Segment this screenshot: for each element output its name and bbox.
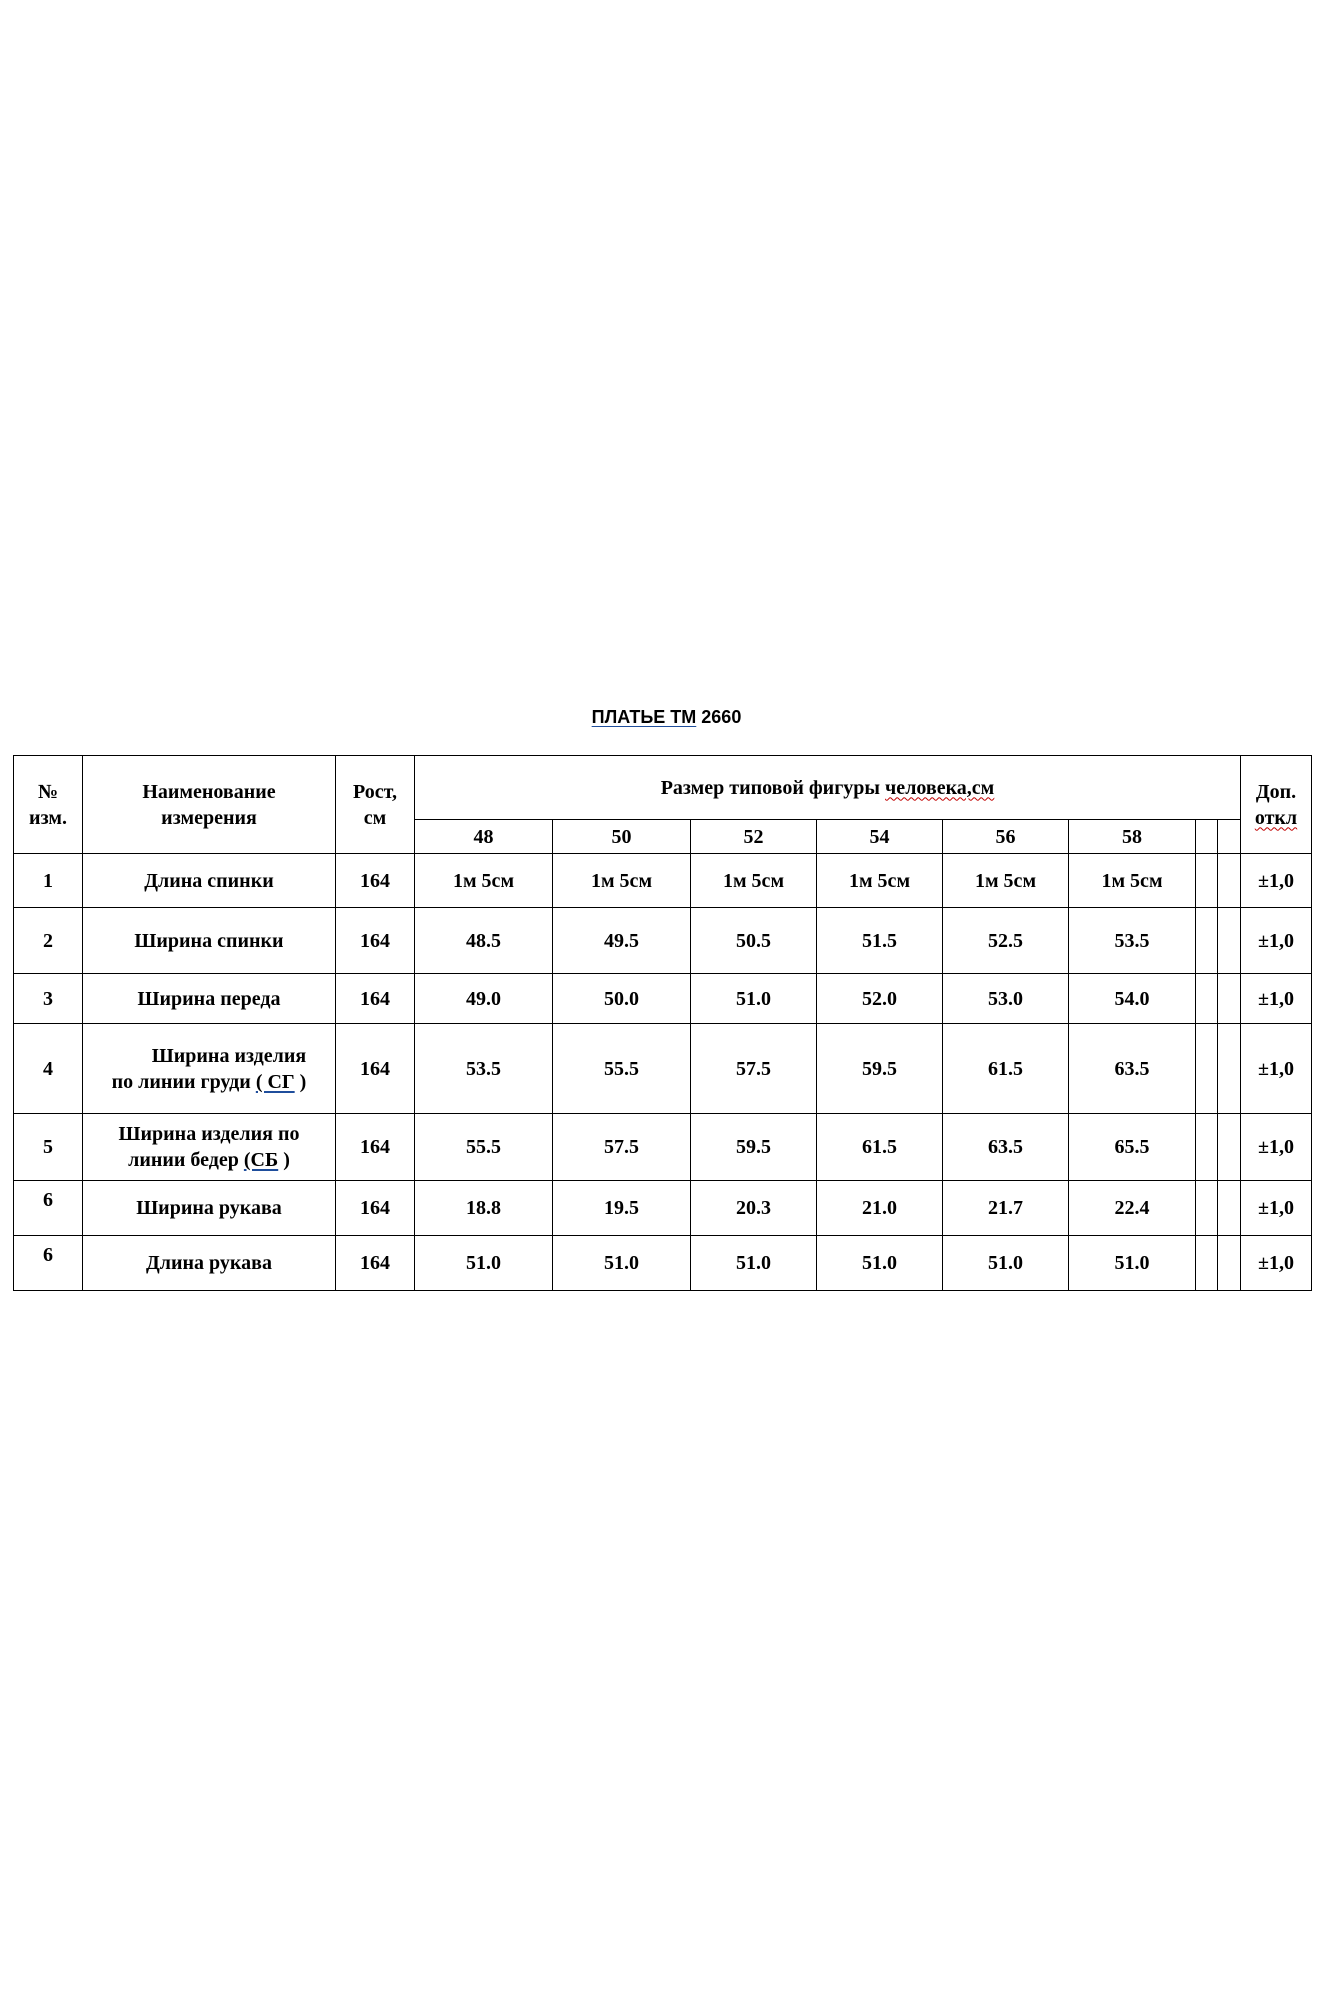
row-value: 50.0 — [553, 974, 691, 1024]
row-value: 22.4 — [1069, 1181, 1196, 1236]
size-header-cell: 56 — [943, 820, 1069, 854]
row-value: 52.5 — [943, 908, 1069, 974]
table-row — [14, 1114, 1312, 1181]
row-value: 51.0 — [943, 1236, 1069, 1291]
empty-size-cell — [1196, 820, 1218, 854]
row-value: 49.5 — [553, 908, 691, 974]
row-tolerance: ±1,0 — [1241, 1236, 1312, 1291]
row-name-line1: Ширина изделия — [151, 1044, 307, 1067]
title-prefix: ПЛАТЬЕ ТМ — [591, 707, 697, 727]
table-row — [14, 854, 1312, 908]
header-num-label: изм. — [29, 806, 67, 829]
row-value: 51.0 — [1069, 1236, 1196, 1291]
row-name-line2: линии бедер — [128, 1149, 244, 1171]
header-name-line2: измерения — [161, 806, 257, 829]
table-row — [14, 1024, 1312, 1114]
row-num: 1 — [14, 854, 83, 908]
row-value: 61.5 — [943, 1024, 1069, 1114]
row-height: 164 — [336, 1236, 415, 1291]
row-value: 1м 5см — [415, 854, 553, 908]
row-value: 65.5 — [1069, 1114, 1196, 1181]
measurement-table — [13, 755, 1312, 1291]
row-tolerance: ±1,0 — [1241, 1181, 1312, 1236]
header-size-group-text: Размер типовой фигуры — [660, 776, 886, 799]
empty-cell — [1218, 1181, 1241, 1236]
empty-cell — [1218, 1024, 1241, 1114]
row-name — [83, 1024, 336, 1114]
row-value: 51.5 — [817, 908, 943, 974]
empty-cell — [1196, 1236, 1218, 1291]
row-value: 61.5 — [817, 1114, 943, 1181]
row-height: 164 — [336, 1181, 415, 1236]
row-tolerance: ±1,0 — [1241, 854, 1312, 908]
row-height: 164 — [336, 908, 415, 974]
header-tol-line2: откл — [1254, 806, 1298, 829]
row-height: 164 — [336, 854, 415, 908]
empty-cell — [1218, 974, 1241, 1024]
empty-cell — [1218, 1236, 1241, 1291]
empty-cell — [1196, 974, 1218, 1024]
row-value: 1м 5см — [691, 854, 817, 908]
row-value: 21.0 — [817, 1181, 943, 1236]
table-row — [14, 908, 1312, 974]
table-row — [14, 974, 1312, 1024]
empty-cell — [1196, 1024, 1218, 1114]
row-value: 50.5 — [691, 908, 817, 974]
header-row-1 — [14, 756, 1312, 820]
header-size-group-underlined: человека,см — [885, 776, 995, 799]
row-num: 4 — [14, 1024, 83, 1114]
row-name: Длина спинки — [83, 854, 336, 908]
row-value: 53.5 — [415, 1024, 553, 1114]
row-value: 55.5 — [415, 1114, 553, 1181]
empty-cell — [1218, 908, 1241, 974]
row-value: 20.3 — [691, 1181, 817, 1236]
size-header-cell: 54 — [817, 820, 943, 854]
row-value: 18.8 — [415, 1181, 553, 1236]
row-num: 6 — [14, 1181, 83, 1236]
table-row — [14, 1181, 1312, 1236]
empty-size-cell — [1218, 820, 1241, 854]
row-value: 59.5 — [691, 1114, 817, 1181]
row-tolerance: ±1,0 — [1241, 908, 1312, 974]
row-name: Ширина рукава — [83, 1181, 336, 1236]
row-name — [83, 1114, 336, 1181]
row-value: 54.0 — [1069, 974, 1196, 1024]
row-num: 2 — [14, 908, 83, 974]
row-name-abbrev: (СБ — [243, 1149, 279, 1171]
row-value: 21.7 — [943, 1181, 1069, 1236]
title-number: 2660 — [701, 707, 742, 727]
row-value: 59.5 — [817, 1024, 943, 1114]
row-value: 63.5 — [1069, 1024, 1196, 1114]
row-name-line2: по линии груди — [111, 1070, 256, 1093]
header-height-line1: Рост, — [353, 780, 397, 803]
row-value: 53.5 — [1069, 908, 1196, 974]
row-name-line1: Ширина изделия по — [118, 1123, 300, 1145]
size-header-cell: 48 — [415, 820, 553, 854]
row-value: 51.0 — [415, 1236, 553, 1291]
row-value: 57.5 — [553, 1114, 691, 1181]
row-name-abbrev: ( СГ — [255, 1070, 295, 1093]
row-height: 164 — [336, 1114, 415, 1181]
row-value: 19.5 — [553, 1181, 691, 1236]
document-title — [0, 707, 1333, 728]
row-name: Длина рукава — [83, 1236, 336, 1291]
row-value: 51.0 — [691, 974, 817, 1024]
row-tolerance: ±1,0 — [1241, 974, 1312, 1024]
row-tolerance: ±1,0 — [1241, 1114, 1312, 1181]
row-value: 1м 5см — [553, 854, 691, 908]
row-value: 48.5 — [415, 908, 553, 974]
row-name-end: ) — [278, 1149, 290, 1171]
row-value: 51.0 — [817, 1236, 943, 1291]
row-value: 51.0 — [691, 1236, 817, 1291]
row-value: 51.0 — [553, 1236, 691, 1291]
header-height-line2: см — [363, 806, 387, 829]
row-name: Ширина переда — [83, 974, 336, 1024]
header-height-cell — [336, 756, 415, 854]
row-num: 6 — [14, 1236, 83, 1291]
row-name-end: ) — [294, 1070, 307, 1093]
row-value: 57.5 — [691, 1024, 817, 1114]
row-value: 1м 5см — [943, 854, 1069, 908]
empty-cell — [1196, 854, 1218, 908]
row-height: 164 — [336, 974, 415, 1024]
row-value: 55.5 — [553, 1024, 691, 1114]
row-value: 63.5 — [943, 1114, 1069, 1181]
row-value: 49.0 — [415, 974, 553, 1024]
header-num-symbol: № — [37, 780, 59, 803]
empty-cell — [1218, 1114, 1241, 1181]
row-height: 164 — [336, 1024, 415, 1114]
row-value: 53.0 — [943, 974, 1069, 1024]
header-tol-cell — [1241, 756, 1312, 854]
header-tol-line1: Доп. — [1255, 780, 1297, 803]
row-num: 3 — [14, 974, 83, 1024]
table-row — [14, 1236, 1312, 1291]
header-size-group — [415, 756, 1241, 820]
size-header-cell: 50 — [553, 820, 691, 854]
empty-cell — [1196, 1114, 1218, 1181]
row-value: 52.0 — [817, 974, 943, 1024]
empty-cell — [1196, 908, 1218, 974]
size-header-cell: 52 — [691, 820, 817, 854]
header-num-cell — [14, 756, 83, 854]
header-name-cell — [83, 756, 336, 854]
row-value: 1м 5см — [1069, 854, 1196, 908]
row-value: 1м 5см — [817, 854, 943, 908]
header-name-line1: Наименование — [142, 780, 276, 803]
empty-cell — [1218, 854, 1241, 908]
row-num: 5 — [14, 1114, 83, 1181]
row-tolerance: ±1,0 — [1241, 1024, 1312, 1114]
size-header-cell: 58 — [1069, 820, 1196, 854]
row-name: Ширина спинки — [83, 908, 336, 974]
empty-cell — [1196, 1181, 1218, 1236]
